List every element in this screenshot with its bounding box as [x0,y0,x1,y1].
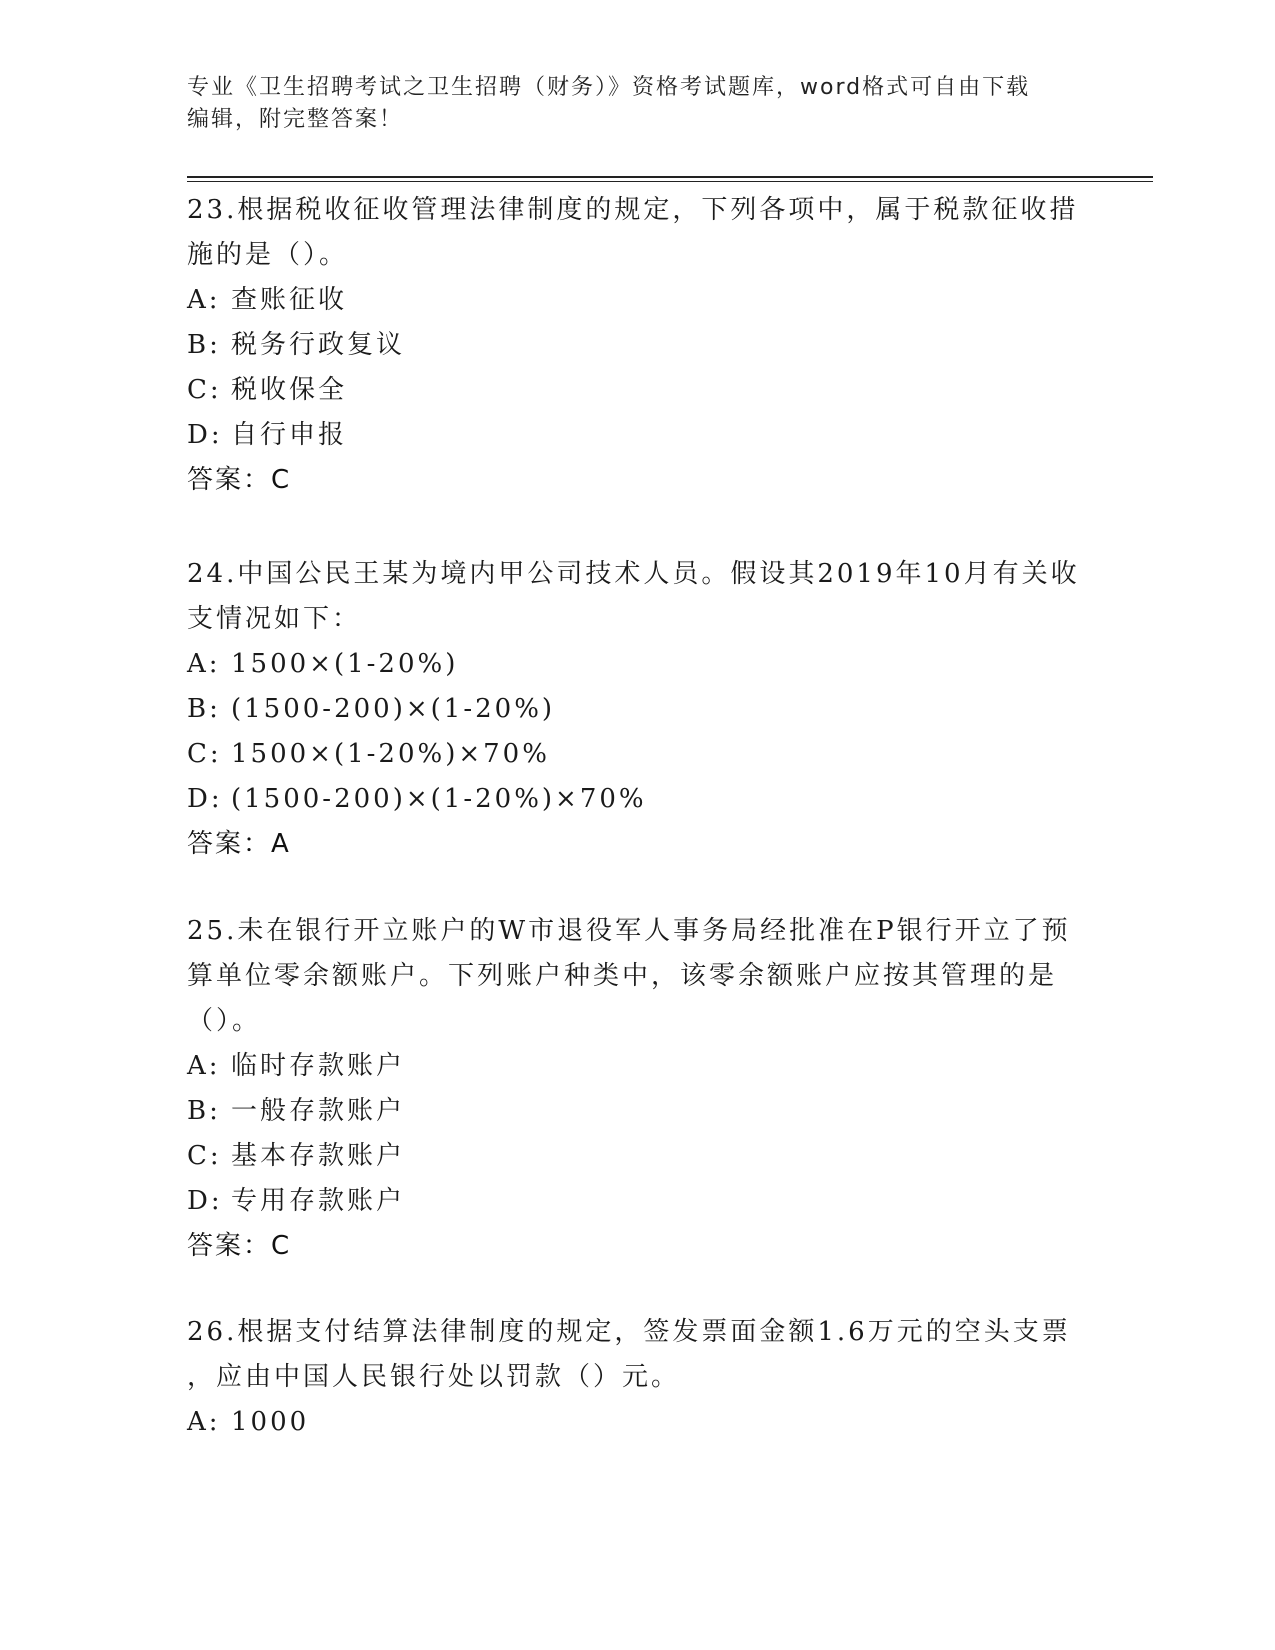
header-line-1: 专业《卫生招聘考试之卫生招聘（财务）》资格考试题库，word格式可自由下载 [187,75,1031,100]
question-stem-line: 25.未在银行开立账户的W市退役军人事务局经批准在P银行开立了预 [187,916,1071,946]
option-text: 查账征收 [231,285,348,315]
question-26 [187,1310,1087,1445]
option-text: 税务行政复议 [231,330,406,360]
option-letter: B: [187,694,221,724]
option-letter: B: [187,1096,221,1126]
option-letter: A: [187,1407,221,1437]
option-letter: A: [187,285,221,315]
option-letter: D: [187,784,223,814]
option-text: 专用存款账户 [231,1186,406,1216]
option-text: 1000 [231,1407,310,1437]
option-a [187,1044,1087,1089]
question-24 [187,552,1087,867]
answer-line: 答案：A [187,829,291,859]
option-d [187,413,1087,458]
option-letter: C: [187,1141,222,1171]
question-stem-line: 施的是（）。 [187,240,349,270]
option-text: 1500×(1-20%)×70% [231,739,550,769]
question-stem-line: 24.中国公民王某为境内甲公司技术人员。假设其2019年10月有关收 [187,559,1080,589]
header-divider-thick [187,176,1153,178]
option-b [187,323,1087,368]
answer-line: 答案：C [187,1231,292,1261]
option-a [187,642,1087,687]
option-letter: C: [187,739,222,769]
question-stem-line: ，应由中国人民银行处以罚款（）元。 [187,1362,681,1392]
header-divider-thin [187,181,1153,182]
option-text: (1500-200)×(1-20%)×70% [231,784,647,814]
option-a [187,1400,1087,1445]
option-text: 基本存款账户 [231,1141,406,1171]
question-stem-line: 23.根据税收征收管理法律制度的规定，下列各项中，属于税款征收措 [187,195,1079,225]
question-stem-line: 算单位零余额账户。下列账户种类中，该零余额账户应按其管理的是 [187,961,1058,991]
question-stem-line: （）。 [187,1006,262,1036]
option-b [187,1089,1087,1134]
option-letter: A: [187,1051,221,1081]
option-text: 自行申报 [231,420,348,450]
option-letter: D: [187,1186,223,1216]
question-stem-line: 支情况如下： [187,604,362,634]
option-letter: B: [187,330,221,360]
question-stem-line: 26.根据支付结算法律制度的规定，签发票面金额1.6万元的空头支票 [187,1317,1071,1347]
question-23 [187,188,1087,503]
option-text: 临时存款账户 [231,1051,406,1081]
option-text: (1500-200)×(1-20%) [231,694,556,724]
option-text: 税收保全 [231,375,348,405]
option-letter: A: [187,649,221,679]
option-c [187,1134,1087,1179]
option-letter: D: [187,420,223,450]
option-text: 一般存款账户 [231,1096,406,1126]
option-d [187,1179,1087,1224]
document-header [187,72,1087,136]
option-letter: C: [187,375,222,405]
option-a [187,278,1087,323]
option-d [187,777,1087,822]
answer-line: 答案：C [187,465,292,495]
header-line-2: 编辑，附完整答案！ [187,107,404,132]
option-c [187,368,1087,413]
option-text: 1500×(1-20%) [231,649,459,679]
option-c [187,732,1087,777]
option-b [187,687,1087,732]
question-25 [187,909,1087,1269]
